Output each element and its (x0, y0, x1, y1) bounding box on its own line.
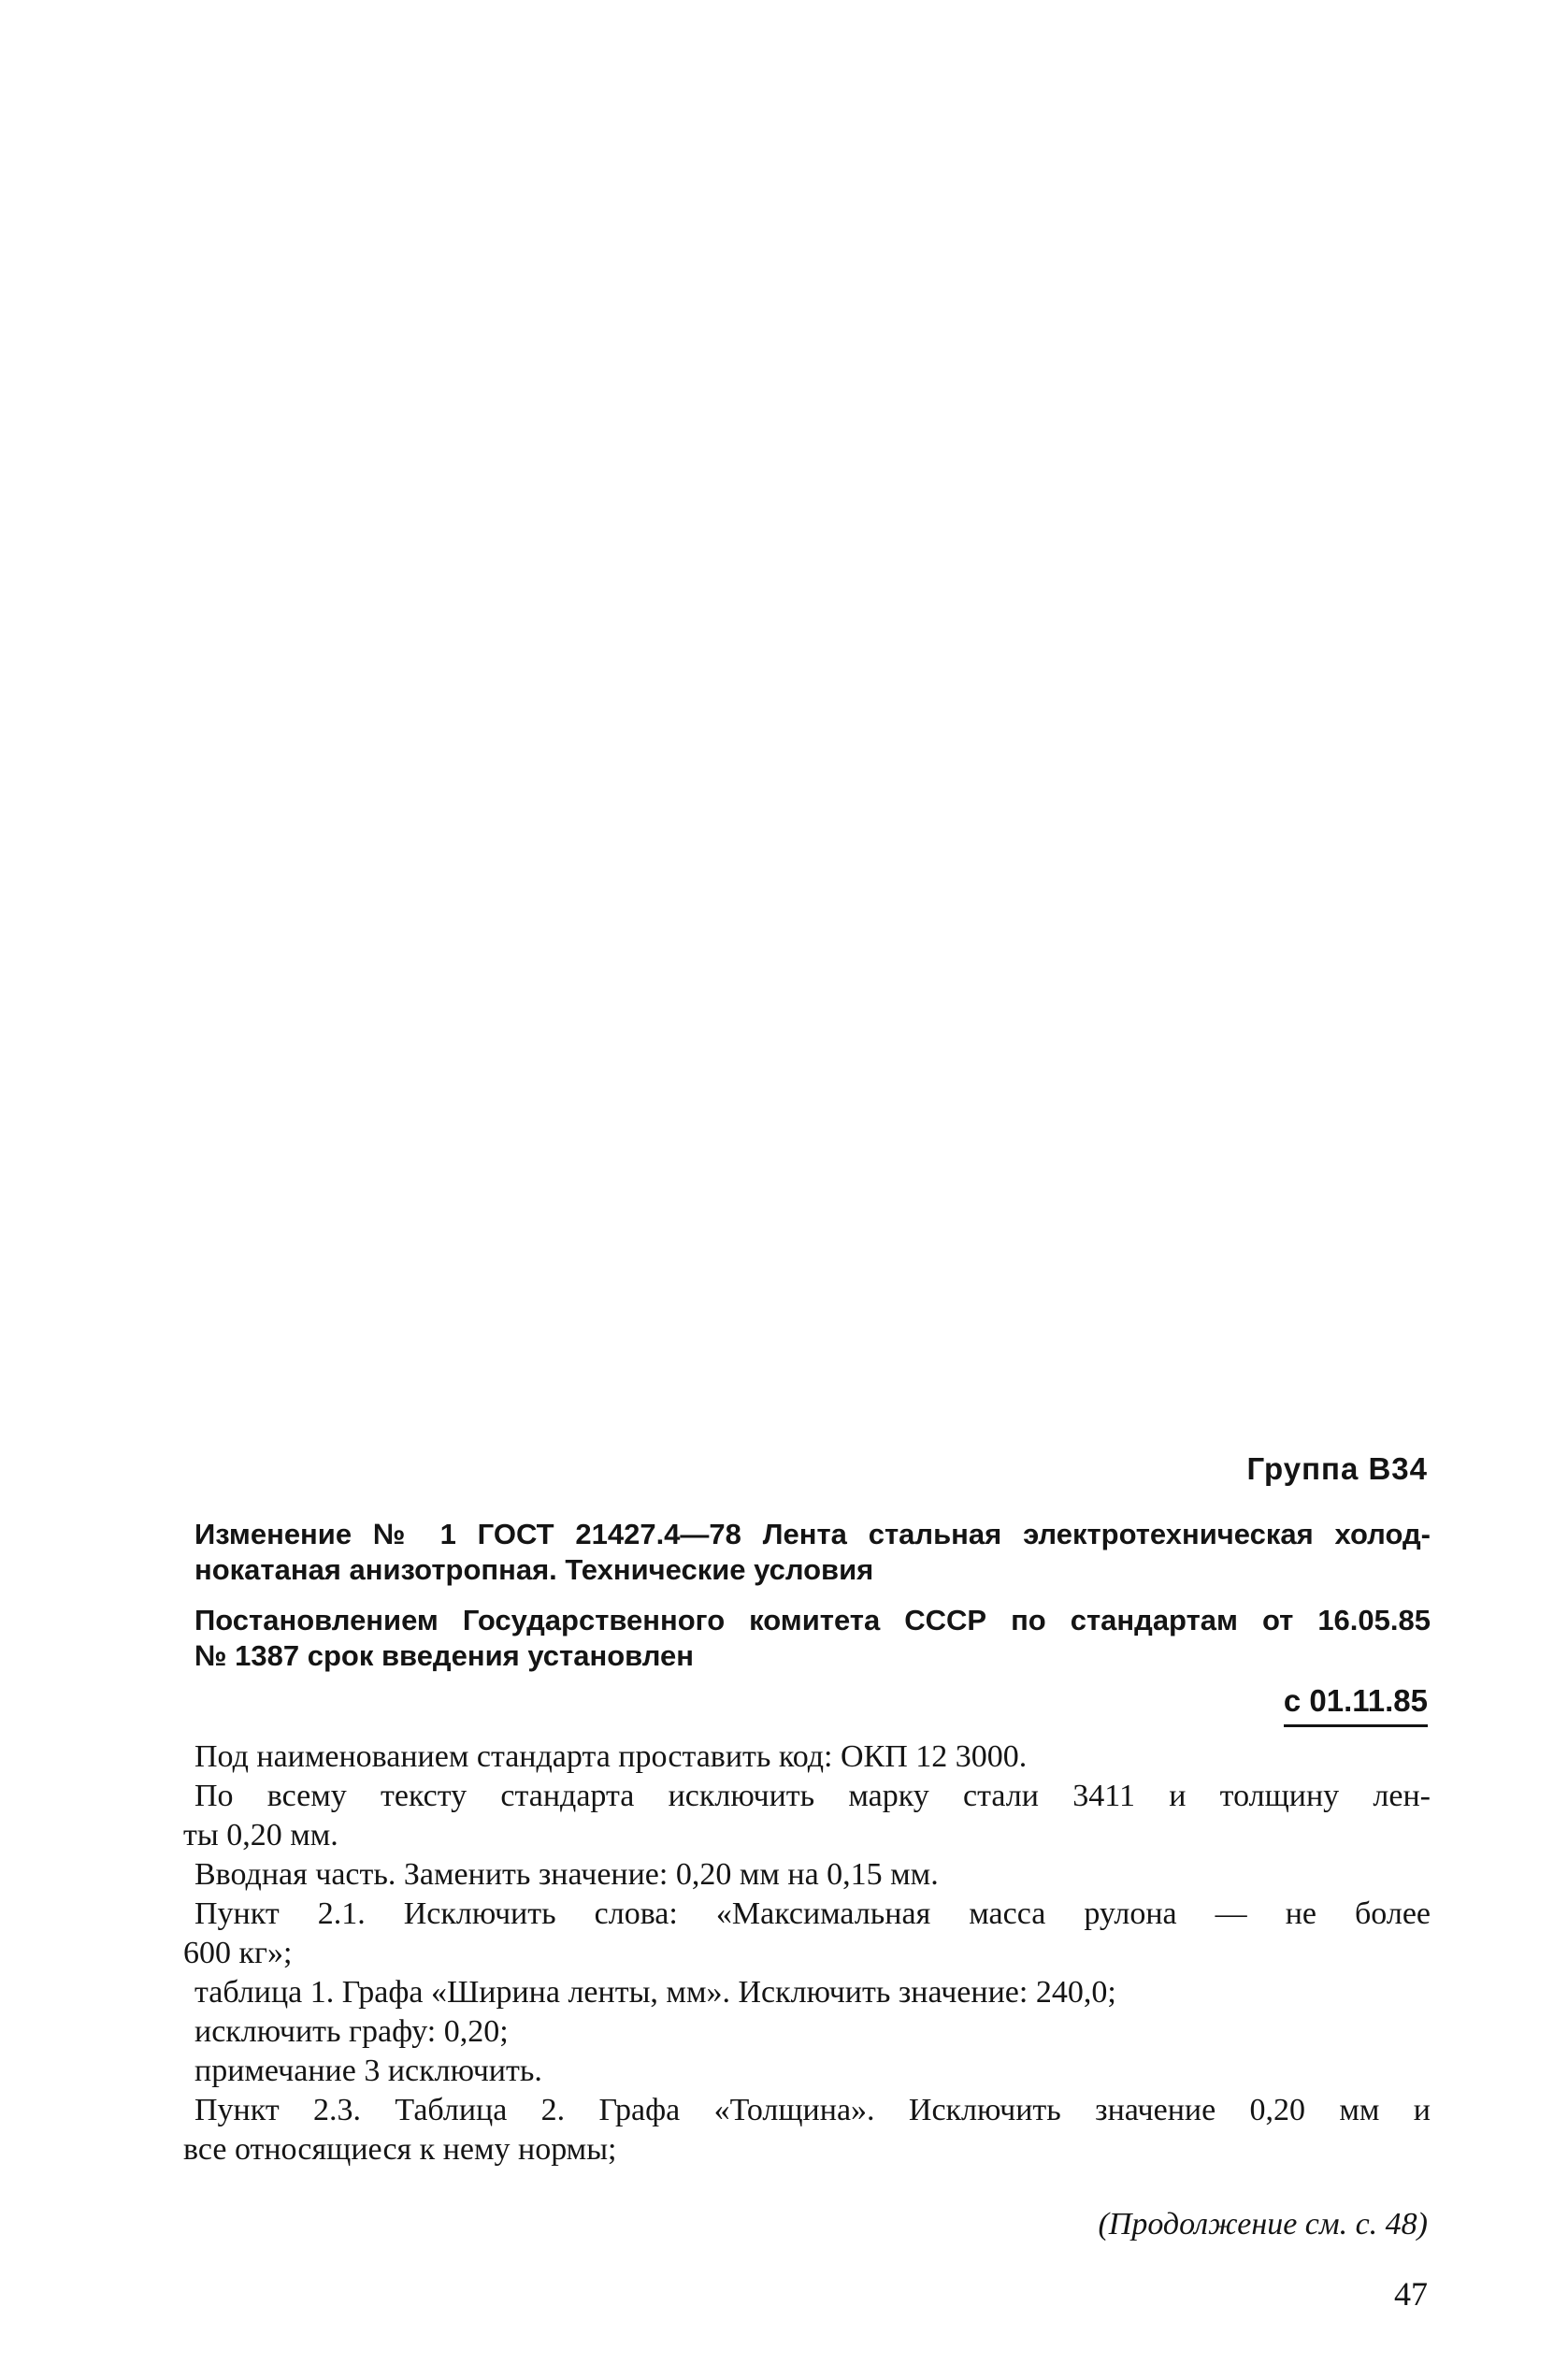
amendment-title-line-1: Изменение № 1 ГОСТ 21427.4—78 Лента стальная электротехническая холод- (194, 1518, 1431, 1550)
effective-date: с 01.11.85 (1284, 1683, 1428, 1727)
body-line: Пункт 2.3. Таблица 2. Графа «Толщина». Исключить значение 0,20 мм и (194, 2093, 1431, 2127)
amendment-body (183, 1737, 1431, 2169)
body-line: ты 0,20 мм. (183, 1818, 338, 1852)
decree-line-1: Постановлением Государственного комитета СССР по стандартам от 16.05.85 (194, 1604, 1431, 1636)
page-number: 47 (1394, 2275, 1428, 2313)
amendment-title-line-2: нокатаная анизотропная. Технические условия (194, 1553, 874, 1586)
body-line: Пункт 2.1. Исключить слова: «Максимальная масса рулона — не более (194, 1896, 1431, 1931)
continuation-note: (Продолжение см. с. 48) (1098, 2207, 1428, 2241)
body-line: Под наименованием стандарта проставить код: ОКП 12 3000. (194, 1739, 1028, 1774)
body-line: 600 кг»; (183, 1936, 293, 1970)
amendment-title (194, 1517, 1431, 1588)
decree-text (194, 1603, 1431, 1674)
group-label: Группа В34 (1246, 1451, 1428, 1486)
body-line: таблица 1. Графа «Ширина ленты, мм». Исключить значение: 240,0; (194, 1975, 1116, 2010)
body-line: По всему тексту стандарта исключить марку стали 3411 и толщину лен- (194, 1779, 1431, 1813)
body-line: исключить графу: 0,20; (194, 2014, 509, 2049)
body-line: все относящиеся к нему нормы; (183, 2132, 617, 2167)
decree-line-2: № 1387 срок введения установлен (194, 1639, 695, 1672)
body-line: примечание 3 исключить. (194, 2054, 542, 2088)
body-line: Вводная часть. Заменить значение: 0,20 мм на 0,15 мм. (194, 1857, 939, 1892)
